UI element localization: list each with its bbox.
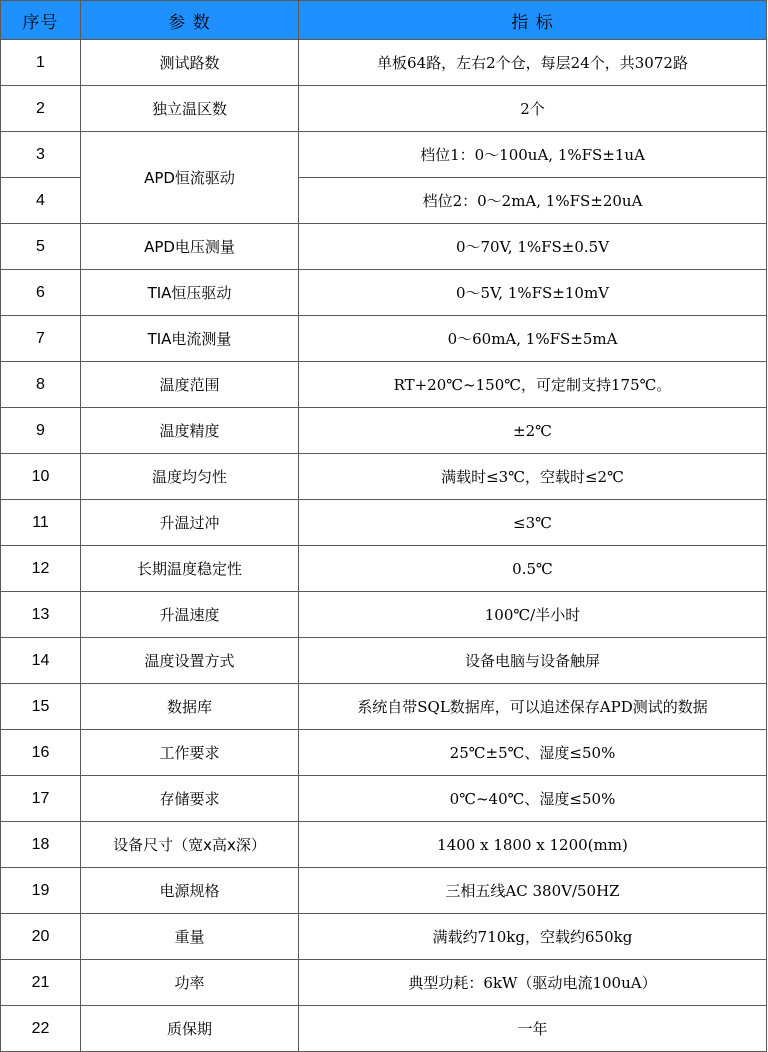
row-value: ±2℃: [299, 408, 767, 454]
row-index: 19: [1, 868, 81, 914]
row-value: 档位1：0～100uA, 1%FS±1uA: [299, 132, 767, 178]
table-row: [1, 960, 767, 1006]
header-value: 指 标: [299, 1, 767, 40]
table-row: [1, 454, 767, 500]
row-value: 0～70V, 1%FS±0.5V: [299, 224, 767, 270]
row-value: 典型功耗：6kW（驱动电流100uA）: [299, 960, 767, 1006]
table-row: [1, 500, 767, 546]
row-param: TIA电流测量: [81, 316, 299, 362]
row-param: 设备尺寸（宽x高x深）: [81, 822, 299, 868]
row-index: 4: [1, 178, 81, 224]
row-index: 9: [1, 408, 81, 454]
row-param: 功率: [81, 960, 299, 1006]
row-param: 升温速度: [81, 592, 299, 638]
row-param: 存储要求: [81, 776, 299, 822]
row-index: 12: [1, 546, 81, 592]
header-param: 参 数: [81, 1, 299, 40]
row-index: 8: [1, 362, 81, 408]
row-value: 100℃/半小时: [299, 592, 767, 638]
row-param: 重量: [81, 914, 299, 960]
table-row: [1, 40, 767, 86]
table-row: [1, 638, 767, 684]
row-value: 1400 x 1800 x 1200(mm): [299, 822, 767, 868]
row-value: 档位2：0～2mA, 1%FS±20uA: [299, 178, 767, 224]
row-param: 温度均匀性: [81, 454, 299, 500]
table-row: [1, 270, 767, 316]
row-index: 20: [1, 914, 81, 960]
row-param: TIA恒压驱动: [81, 270, 299, 316]
row-param: 测试路数: [81, 40, 299, 86]
row-index: 14: [1, 638, 81, 684]
table-row: [1, 730, 767, 776]
row-value: 满载约710kg，空载约650kg: [299, 914, 767, 960]
row-index: 3: [1, 132, 81, 178]
row-param: 工作要求: [81, 730, 299, 776]
row-param: APD电压测量: [81, 224, 299, 270]
row-index: 22: [1, 1006, 81, 1052]
table-row: [1, 86, 767, 132]
table-row: [1, 684, 767, 730]
row-value: 三相五线AC 380V/50HZ: [299, 868, 767, 914]
row-index: 7: [1, 316, 81, 362]
table-row: [1, 408, 767, 454]
row-param: 数据库: [81, 684, 299, 730]
table-row: [1, 1006, 767, 1052]
row-param: 温度设置方式: [81, 638, 299, 684]
table-row: [1, 592, 767, 638]
row-value: ≤3℃: [299, 500, 767, 546]
row-index: 11: [1, 500, 81, 546]
table-row: [1, 776, 767, 822]
row-value: 单板64路，左右2个仓，每层24个，共3072路: [299, 40, 767, 86]
table-row: [1, 914, 767, 960]
row-value: 0.5℃: [299, 546, 767, 592]
row-value: 0～60mA, 1%FS±5mA: [299, 316, 767, 362]
row-param: 温度范围: [81, 362, 299, 408]
header-row: [1, 1, 767, 40]
row-value: 0～5V, 1%FS±10mV: [299, 270, 767, 316]
table-row: [1, 224, 767, 270]
row-value: RT+20℃~150℃，可定制支持175℃。: [299, 362, 767, 408]
row-param: 独立温区数: [81, 86, 299, 132]
row-param: 温度精度: [81, 408, 299, 454]
row-index: 16: [1, 730, 81, 776]
table-body: [1, 40, 767, 1052]
table-row: [1, 868, 767, 914]
row-param: 长期温度稳定性: [81, 546, 299, 592]
row-value: 系统自带SQL数据库，可以追述保存APD测试的数据: [299, 684, 767, 730]
table-row: [1, 316, 767, 362]
row-param: 电源规格: [81, 868, 299, 914]
row-param-merged: APD恒流驱动: [81, 132, 299, 224]
row-index: 2: [1, 86, 81, 132]
row-index: 13: [1, 592, 81, 638]
row-index: 17: [1, 776, 81, 822]
row-index: 5: [1, 224, 81, 270]
row-value: 0℃~40℃、湿度≤50%: [299, 776, 767, 822]
row-param: 升温过冲: [81, 500, 299, 546]
row-value: 设备电脑与设备触屏: [299, 638, 767, 684]
row-index: 18: [1, 822, 81, 868]
table-header: [1, 1, 767, 40]
table-row: [1, 546, 767, 592]
row-index: 10: [1, 454, 81, 500]
table-row: [1, 132, 767, 178]
row-param: 质保期: [81, 1006, 299, 1052]
row-value: 25℃±5℃、湿度≤50%: [299, 730, 767, 776]
header-index: 序号: [1, 1, 81, 40]
row-index: 6: [1, 270, 81, 316]
row-index: 1: [1, 40, 81, 86]
row-value: 满载时≤3℃，空载时≤2℃: [299, 454, 767, 500]
table-row: [1, 822, 767, 868]
row-value: 一年: [299, 1006, 767, 1052]
row-index: 15: [1, 684, 81, 730]
row-value: 2个: [299, 86, 767, 132]
row-index: 21: [1, 960, 81, 1006]
table-row: [1, 362, 767, 408]
